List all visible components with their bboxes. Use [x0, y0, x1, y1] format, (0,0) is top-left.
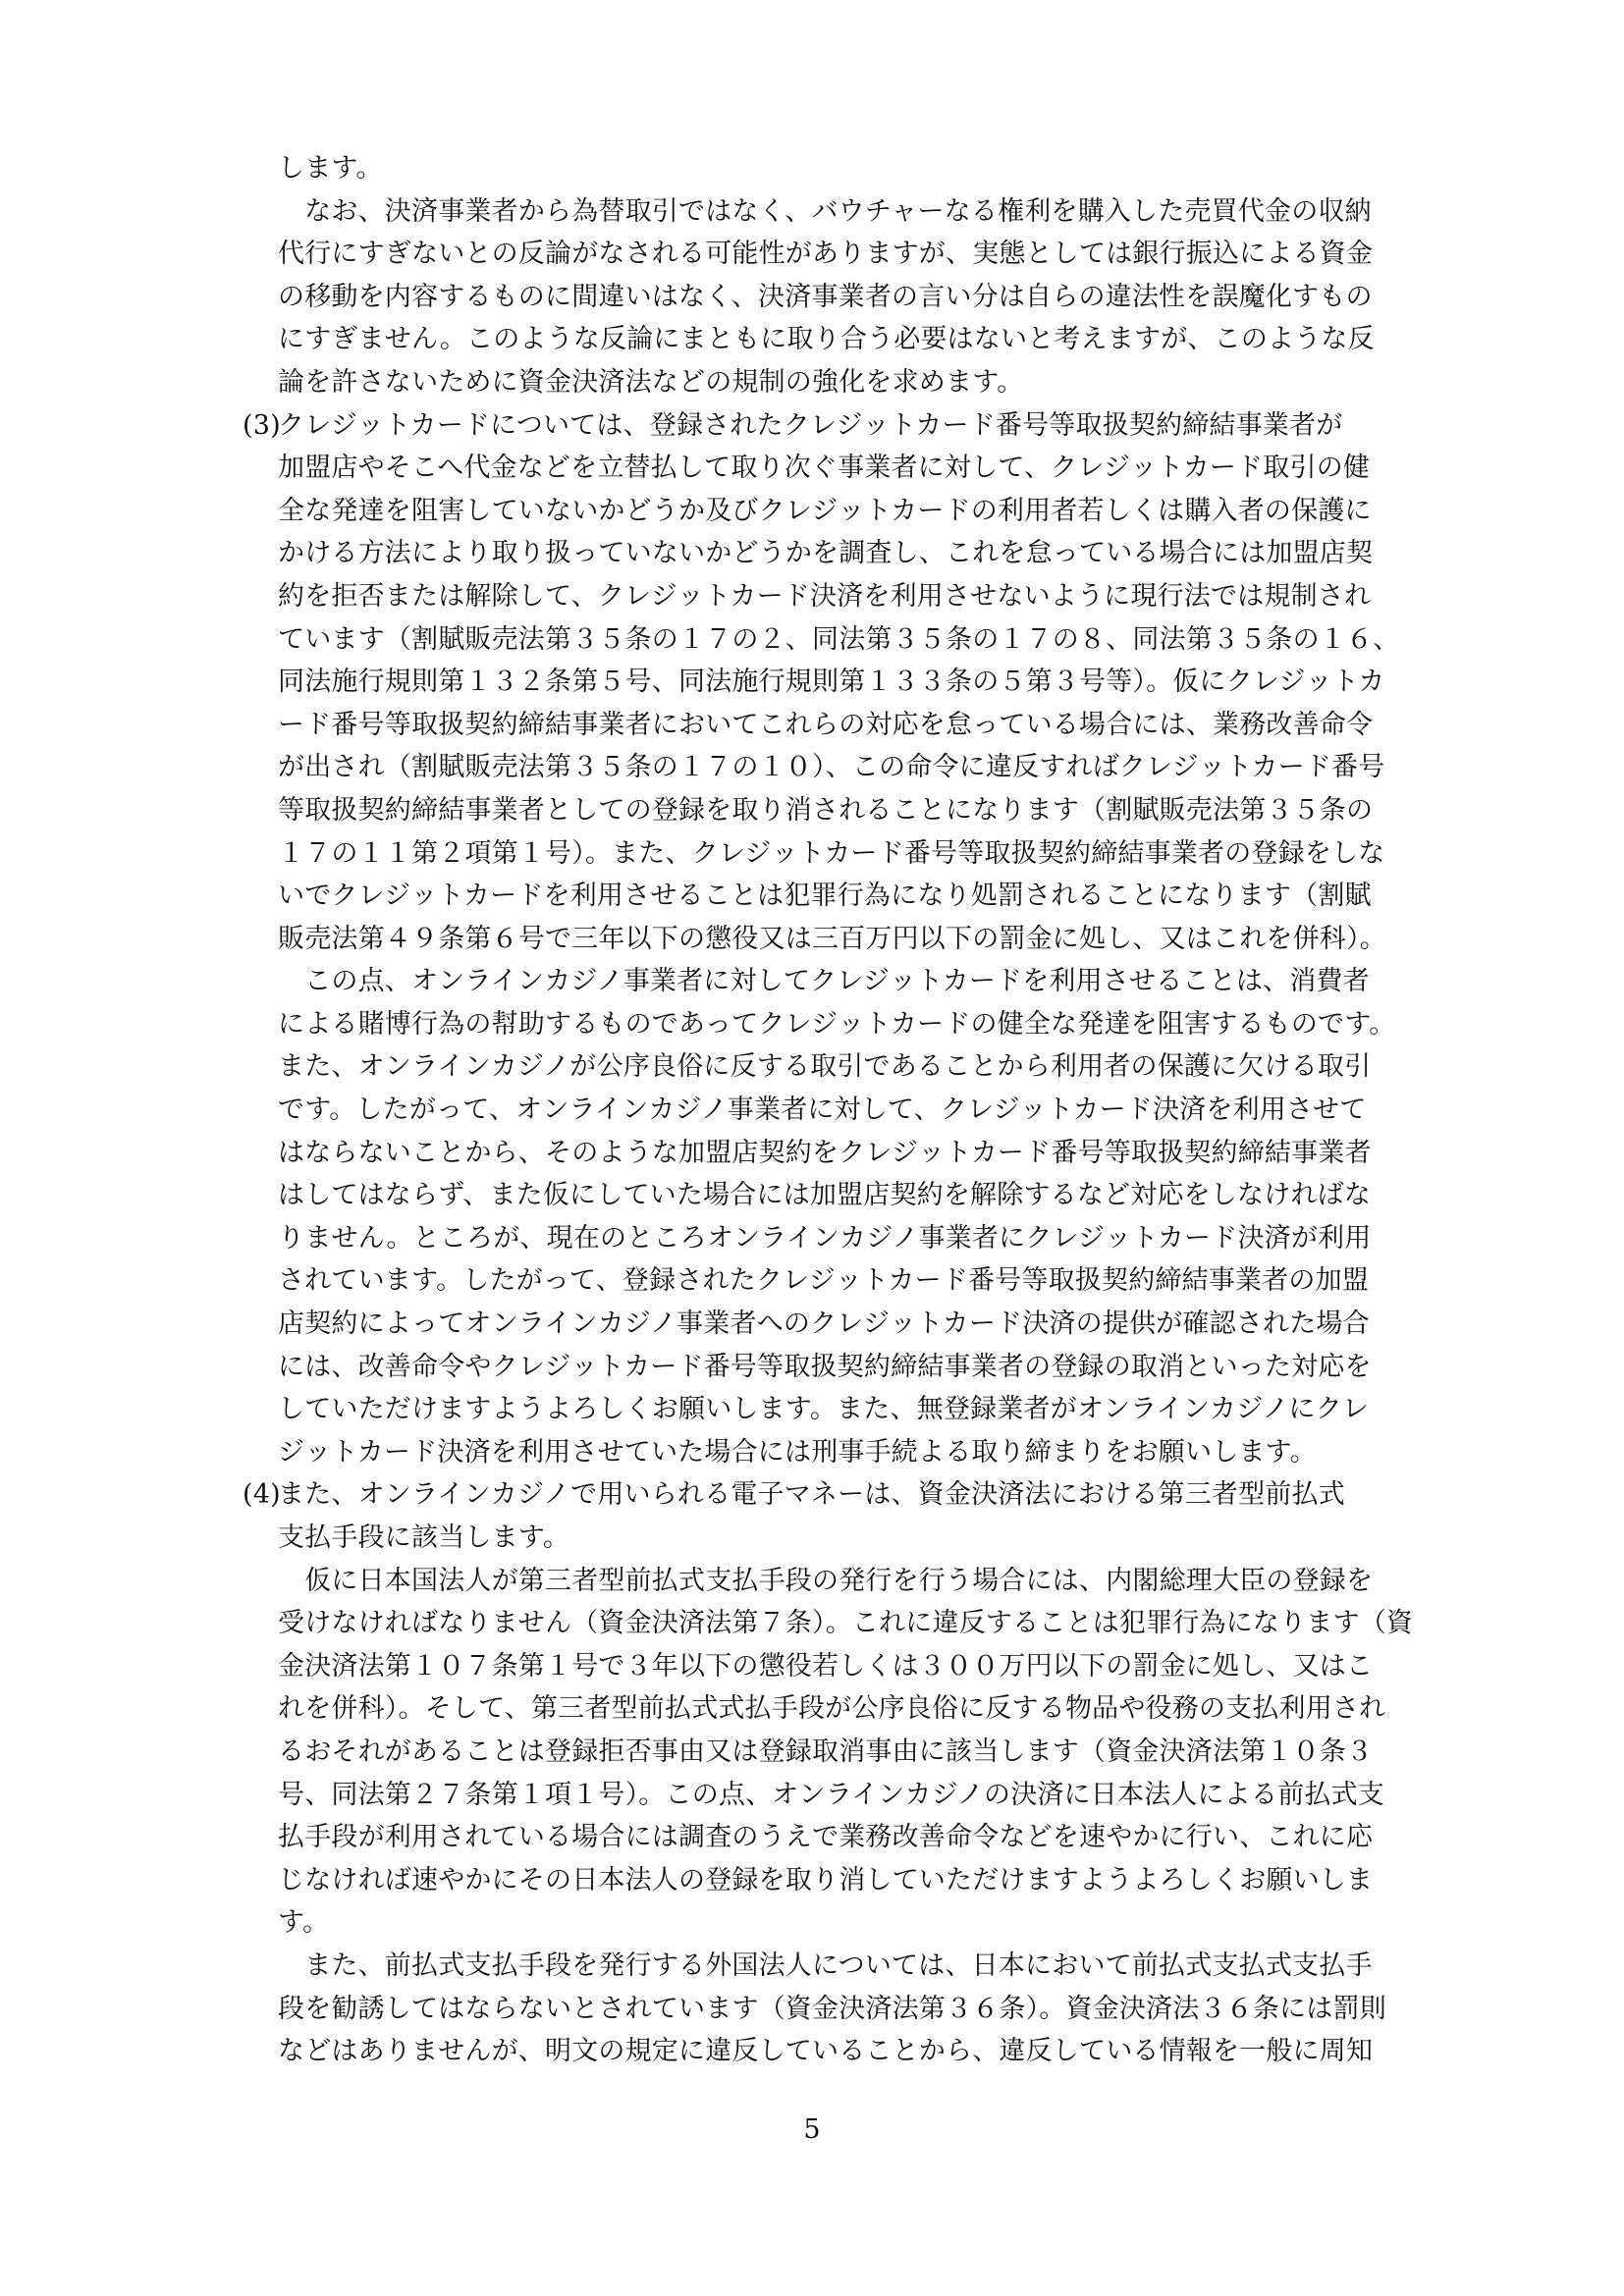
text-line: [278, 789, 1436, 832]
body-text: [243, 147, 1436, 2073]
line-text: 受けなければなりません（資金決済法第７条）。これに違反することは犯罪行為になります（資: [278, 1608, 1414, 1639]
text-line: [278, 1560, 1436, 1603]
line-text: 段を勧誘してはならないとされています（資金決済法第３６条）。資金決済法３６条には罰則: [278, 1993, 1386, 2024]
text-line: [278, 575, 1436, 618]
text-line: [278, 1687, 1436, 1731]
text-line: [278, 1174, 1436, 1217]
line-text: れを併科）。そして、第三者型前払式式払手段が公序良俗に反する物品や役務の支払利用され: [278, 1693, 1386, 1725]
text-line: [278, 1901, 1436, 1945]
text-line: [278, 1217, 1436, 1260]
text-line: [278, 1517, 1436, 1560]
text-line: [278, 276, 1436, 319]
text-line: [243, 404, 1436, 448]
line-text: 販売法第４９条第６号で三年以下の懲役又は三百万円以下の罰金に処し、又はこれを併科）。: [278, 923, 1386, 954]
text-line: [278, 447, 1436, 490]
line-text: には、改善命令やクレジットカード番号等取扱契約締結事業者の登録の取消といった対応を: [278, 1351, 1372, 1382]
text-line: [278, 661, 1436, 704]
text-line: [278, 875, 1436, 918]
text-line: [278, 1303, 1436, 1346]
line-text: 約を拒否または解除して、クレジットカード決済を利用させないように現行法では規制され: [278, 580, 1372, 612]
text-line: [278, 1945, 1436, 1988]
line-text: クレジットカードについては、登録されたクレジットカード番号等取扱契約締結事業者が: [278, 409, 1343, 441]
text-line: [278, 190, 1436, 234]
line-text: 加盟店やそこへ代金などを立替払して取り次ぐ事業者に対して、クレジットカード取引の健: [278, 453, 1371, 484]
text-line: [278, 746, 1436, 789]
line-text: また、オンラインカジノで用いられる電子マネーは、資金決済法における第三者型前払式: [278, 1479, 1345, 1511]
text-line: [243, 1473, 1436, 1517]
line-text: されています。したがって、登録されたクレジットカード番号等取扱契約締結事業者の加盟: [278, 1265, 1370, 1297]
text-line: [278, 147, 1436, 190]
line-text: るおそれがあることは登録拒否事由又は登録取消事由に該当します（資金決済法第１０条３: [278, 1735, 1374, 1767]
line-text: かける方法により取り扱っていないかどうかを調査し、これを怠っている場合には加盟店契: [278, 538, 1374, 569]
line-text: じなければ速やかにその日本法人の登録を取り消していただけますようよろしくお願いしま: [278, 1864, 1374, 1896]
line-text: です。したがって、オンラインカジノ事業者に対して、クレジットカード決済を利用させて: [278, 1095, 1367, 1126]
text-line: [278, 1431, 1436, 1474]
line-text: １７の１１第２項第１号）。また、クレジットカード番号等取扱契約締結事業者の登録をしな: [278, 837, 1385, 869]
line-text: にすぎません。このような反論にまともに取り合う必要はないと考えますが、このような反: [278, 324, 1375, 355]
line-text: ジットカード決済を利用させていた場合には刑事手続よる取り締まりをお願いします。: [278, 1436, 1317, 1468]
line-text: 論を許さないために資金決済法などの規制の強化を求めます。: [278, 366, 1024, 398]
text-line: [278, 532, 1436, 575]
line-text: 店契約によってオンラインカジノ事業者へのクレジットカード決済の提供が確認された場合: [278, 1308, 1370, 1340]
line-text: 号、同法第２７条第１項１号）。この点、オンラインカジノの決済に日本法人による前払式支: [278, 1779, 1385, 1810]
line-text: 払手段が利用されている場合には調査のうえで業務改善命令などを速やかに行い、これに応: [278, 1822, 1374, 1853]
text-line: [278, 618, 1436, 662]
text-line: [278, 1816, 1436, 1859]
line-text: 支払手段に該当します。: [278, 1522, 570, 1553]
item-number: (3): [243, 409, 281, 441]
line-text: はならないことから、そのような加盟店契約をクレジットカード番号等取扱契約締結事業者: [278, 1137, 1372, 1168]
item-number: (4): [243, 1479, 281, 1511]
text-line: [278, 1089, 1436, 1132]
line-text: はしてはならず、また仮にしていた場合には加盟店契約を解除するなど対応をしなければな: [278, 1180, 1372, 1211]
line-text: また、前払式支払手段を発行する外国法人については、日本において前払式支払式支払手: [278, 1949, 1373, 1981]
text-line: [278, 2030, 1436, 2073]
line-text: す。: [278, 1907, 330, 1939]
text-line: [278, 1045, 1436, 1089]
text-line: [278, 1388, 1436, 1431]
text-line: [278, 1003, 1436, 1046]
text-line: [278, 490, 1436, 533]
text-line: [278, 233, 1436, 276]
line-text: していただけますようよろしくお願いします。また、無登録業者がオンラインカジノにクレ: [278, 1394, 1370, 1425]
line-text: などはありませんが、明文の規定に違反していることから、違反している情報を一般に周知: [278, 2036, 1374, 2067]
line-text: が出され（割賦販売法第３５条の１７の１０）、この命令に違反すればクレジットカード番号: [278, 752, 1385, 783]
line-text: ード番号等取扱契約締結事業者においてこれらの対応を怠っている場合には、業務改善命令: [278, 709, 1374, 740]
text-line: [278, 918, 1436, 961]
text-line: [278, 832, 1436, 876]
text-line: [278, 1859, 1436, 1902]
text-line: [278, 361, 1436, 404]
line-text: 仮に日本国法人が第三者型前払式支払手段の発行を行う場合には、内閣総理大臣の登録を: [278, 1565, 1374, 1596]
text-line: [278, 960, 1436, 1003]
line-text: 代行にすぎないとの反論がなされる可能性がありますが、実態としては銀行振込による資金: [278, 239, 1374, 270]
line-text: します。: [278, 153, 383, 184]
line-text: いでクレジットカードを利用させることは犯罪行為になり処罰されることになります（割賦: [278, 881, 1372, 912]
text-line: [278, 318, 1436, 361]
line-text: なお、決済事業者から為替取引ではなく、バウチャーなる権利を購入した売買代金の収納: [278, 195, 1372, 227]
line-text: りません。ところが、現在のところオンラインカジノ事業者にクレジットカード決済が利用: [278, 1222, 1372, 1254]
line-text: 同法施行規則第１３２条第５号、同法施行規則第１３３条の５第３号等）。仮にクレジットカ: [278, 667, 1385, 698]
text-line: [278, 1259, 1436, 1303]
text-line: [278, 1346, 1436, 1389]
text-line: [278, 1645, 1436, 1688]
line-text: 等取扱契約締結事業者としての登録を取り消されることになります（割賦販売法第３５条の: [278, 794, 1374, 826]
text-line: [278, 1774, 1436, 1817]
text-line: [278, 1132, 1436, 1175]
text-line: [278, 1602, 1436, 1645]
line-text: 全な発達を阻害していないかどうか及びクレジットカードの利用者若しくは購入者の保護に: [278, 495, 1372, 526]
line-text: 金決済法第１０７条第１号で３年以下の懲役若しくは３００万円以下の罰金に処し、又はこ: [278, 1650, 1374, 1682]
line-text: この点、オンラインカジノ事業者に対してクレジットカードを利用させることは、消費者: [278, 966, 1370, 997]
page-number: 5: [803, 2114, 821, 2145]
line-text: の移動を内容するものに間違いはなく、決済事業者の言い分は自らの違法性を誤魔化すもの: [278, 281, 1373, 312]
line-text: また、オンラインカジノが公序良俗に反する取引であることから利用者の保護に欠ける取引: [278, 1051, 1372, 1083]
text-line: [278, 1988, 1436, 2031]
text-line: [278, 704, 1436, 747]
line-text: ています（割賦販売法第３５条の１７の２、同法第３５条の１７の８、同法第３５条の１６、: [278, 623, 1400, 655]
text-line: [278, 1731, 1436, 1774]
line-text: による賭博行為の幇助するものであってクレジットカードの健全な発達を阻害するものです。: [278, 1008, 1396, 1040]
